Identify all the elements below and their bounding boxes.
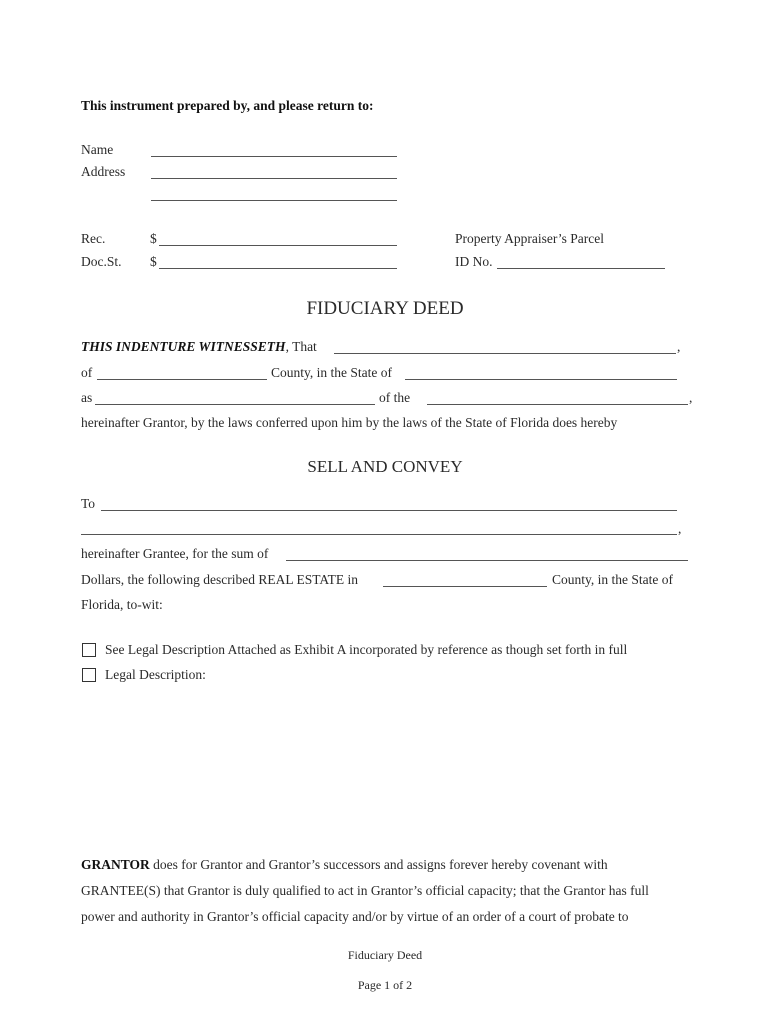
section-title-sell-convey: SELL AND CONVEY: [307, 457, 463, 476]
estate-of-field[interactable]: [427, 404, 688, 405]
footer-document-name: Fiduciary Deed: [347, 948, 423, 962]
covenant-lead: GRANTOR: [81, 857, 150, 872]
legal-description-checkbox[interactable]: [82, 668, 96, 682]
address-label: Address: [81, 164, 126, 179]
grantor-state-field[interactable]: [405, 379, 677, 380]
covenant-line-1-text: does for Grantor and Grantor’s successors and assigns forever hereby covenant with: [149, 857, 608, 872]
rec-currency: $: [150, 231, 157, 246]
exhibit-checkbox[interactable]: [82, 643, 96, 657]
indenture-that: , That: [285, 339, 317, 354]
rec-amount-field[interactable]: [159, 245, 397, 246]
grantor-name-field[interactable]: [334, 353, 676, 354]
grantee-address-field[interactable]: [81, 534, 677, 535]
dollars-clause: Dollars, the following described REAL ESTATE in: [81, 572, 358, 587]
convey-comma: ,: [678, 521, 682, 536]
name-field[interactable]: [151, 156, 397, 157]
of-the-label: of the: [379, 390, 411, 405]
grantee-name-field[interactable]: [101, 510, 677, 511]
indenture-line-1: [81, 339, 317, 355]
sum-field[interactable]: [286, 560, 688, 561]
parcel-id-field[interactable]: [497, 268, 665, 269]
indenture-comma-1: ,: [677, 339, 681, 354]
of-label: of: [81, 365, 93, 380]
fiduciary-capacity-field[interactable]: [95, 404, 375, 405]
rec-label: Rec.: [81, 231, 106, 246]
exhibit-option-label: See Legal Description Attached as Exhibit A incorporated by reference as though set forth in full: [105, 642, 628, 657]
as-label: as: [81, 390, 93, 405]
grantor-clause: hereinafter Grantor, by the laws conferred upon him by the laws of the State of Florida does hereby: [81, 415, 618, 430]
docst-label: Doc.St.: [81, 254, 122, 269]
indenture-comma-2: ,: [689, 390, 693, 405]
covenant-line-2: GRANTEE(S) that Grantor is duly qualified to act in Grantor’s official capacity; that the Grantor has full: [81, 883, 649, 898]
document-title: FIDUCIARY DEED: [306, 298, 464, 319]
county-state-label: County, in the State of: [271, 365, 392, 380]
footer-page-number: Page 1 of 2: [357, 978, 413, 992]
property-county-state-label: County, in the State of: [552, 572, 673, 587]
to-label: To: [81, 496, 96, 511]
indenture-lead: THIS INDENTURE WITNESSETH: [81, 339, 286, 354]
grantor-county-field[interactable]: [97, 379, 267, 380]
legal-description-label: Legal Description:: [105, 667, 206, 682]
docst-amount-field[interactable]: [159, 268, 397, 269]
covenant-line-1: [81, 857, 608, 873]
property-county-field[interactable]: [383, 586, 547, 587]
prepared-by-heading: This instrument prepared by, and please return to:: [81, 98, 374, 113]
id-label: ID No.: [455, 254, 493, 269]
parcel-label: Property Appraiser’s Parcel: [455, 231, 604, 246]
grantee-clause: hereinafter Grantee, for the sum of: [81, 546, 269, 561]
address-field-line-1[interactable]: [151, 178, 397, 179]
name-label: Name: [81, 142, 114, 157]
address-field-line-2[interactable]: [151, 200, 397, 201]
florida-to-wit: Florida, to-wit:: [81, 597, 163, 612]
docst-currency: $: [150, 254, 157, 269]
covenant-line-3: power and authority in Grantor’s official capacity and/or by virtue of an order of a court of probate to: [81, 909, 629, 924]
